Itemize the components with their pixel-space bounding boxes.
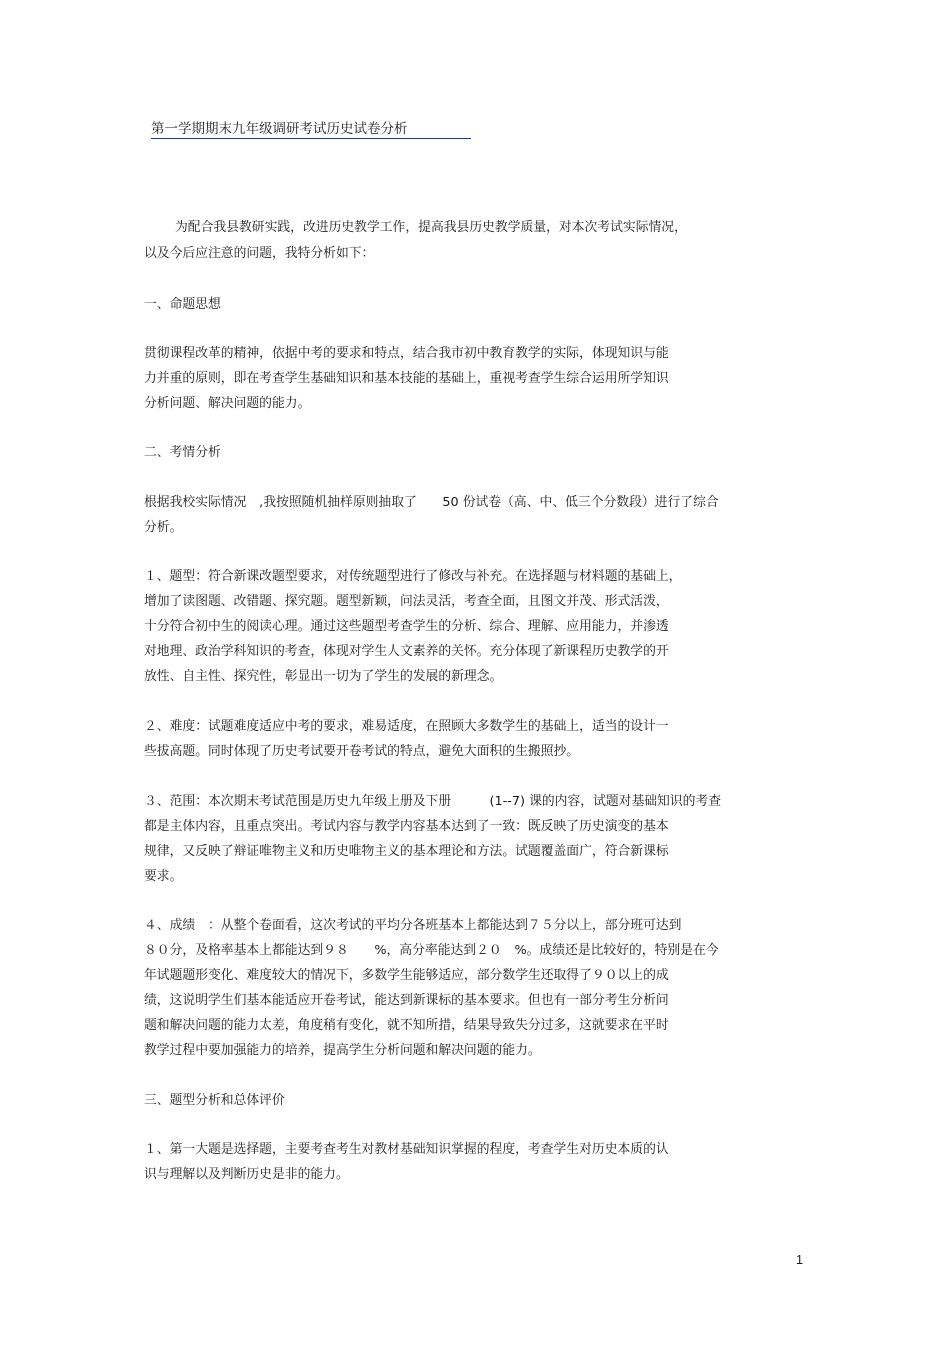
section-2-sample-line-2: 分析。 (144, 520, 183, 535)
section-1-line-2: 力并重的原则，即在考查学生基础知识和基本技能的基础上，重视考查学生综合运用所学知识 (144, 371, 669, 386)
item-4-line-4: 绩，这说明学生们基本能适应开卷考试，能达到新课标的基本要求。但也有一部分考生分析问 (144, 993, 669, 1008)
item-4-line-3: 年试题题形变化、难度较大的情况下，多数学生能够适应，部分数学生还取得了９０以上的成 (144, 968, 669, 983)
section-1-line-1: 贯彻课程改革的精神，依据中考的要求和特点，结合我市初中教育教学的实际，体现知识与能 (144, 346, 669, 361)
intro-line-1: 为配合我县教研实践，改进历史教学工作，提高我县历史教学质量，对本次考试实际情况， (175, 220, 687, 235)
item-1-line-2: 增加了读图题、改错题、探究题。题型新颖，问法灵活，考查全面，且图文并茂、形式活泼， (144, 594, 669, 609)
section-1-heading: 一、命题思想 (144, 297, 221, 312)
item-4-line-1: ４、成绩 ：从整个卷面看，这次考试的平均分各班基本上都能达到７５分以上，部分班可达到 (144, 918, 682, 933)
item-4-line-6: 教学过程中要加强能力的培养，提高学生分析问题和解决问题的能力。 (144, 1043, 541, 1058)
item-3-line-1: ３、范围：本次期末考试范围是历史九年级上册及下册 (1--7) 课的内容，试题对基础知识的考查 (144, 794, 722, 809)
section-2-heading: 二、考情分析 (144, 445, 221, 460)
section-2-sample-line-1: 根据我校实际情况 ,我按照随机抽样原则抽取了 50 份试卷（高、中、低三个分数段）进行了综合 (144, 495, 719, 510)
item-3-line-3: 规律，又反映了辩证唯物主义和历史唯物主义的基本理论和方法。试题覆盖面广，符合新课标 (144, 844, 669, 859)
item-1-line-4: 对地理、政治学科知识的考查，体现对学生人文素养的关怀。充分体现了新课程历史教学的开 (144, 644, 669, 659)
intro-line-2: 以及今后应注意的问题，我特分析如下： (144, 246, 375, 261)
item-1-line-3: 十分符合初中生的阅读心理。通过这些题型考查学生的分析、综合、理解、应用能力，并渗透 (144, 619, 669, 634)
item-1-line-5: 放性、自主性、探究性，彰显出一切为了学生的发展的新理念。 (144, 669, 503, 684)
item-3-line-4: 要求。 (144, 869, 183, 884)
item-1-line-1: １、题型：符合新课改题型要求，对传统题型进行了修改与补充。在选择题与材料题的基础上， (144, 569, 682, 584)
item-4-line-2: ８０分，及格率基本上都能达到９８ %，高分率能达到２０ %。成绩还是比较好的，特别是在今 (144, 943, 719, 958)
item-4-line-5: 题和解决问题的能力太差，角度稍有变化，就不知所措，结果导致失分过多，这就要求在平时 (144, 1018, 669, 1033)
section-3-heading: 三、题型分析和总体评价 (144, 1093, 285, 1108)
page-number: 1 (796, 1253, 803, 1267)
section-3-item-1-line-1: １、第一大题是选择题，主要考查考生对教材基础知识掌握的程度，考查学生对历史本质的认 (144, 1142, 669, 1157)
item-2-line-2: 些拔高题。同时体现了历史考试要开卷考试的特点，避免大面积的生搬照抄。 (144, 744, 580, 759)
document-title: 第一学期期末九年级调研考试历史试卷分析 (151, 121, 408, 137)
item-2-line-1: ２、难度：试题难度适应中考的要求，难易适度，在照顾大多数学生的基础上，适当的设计一 (144, 719, 669, 734)
item-3-line-2: 都是主体内容，且重点突出。考试内容与教学内容基本达到了一致：既反映了历史演变的基本 (144, 819, 669, 834)
section-1-line-3: 分析问题、解决问题的能力。 (144, 396, 311, 411)
section-3-item-1-line-2: 识与理解以及判断历史是非的能力。 (144, 1167, 349, 1182)
title-underline (151, 138, 471, 139)
